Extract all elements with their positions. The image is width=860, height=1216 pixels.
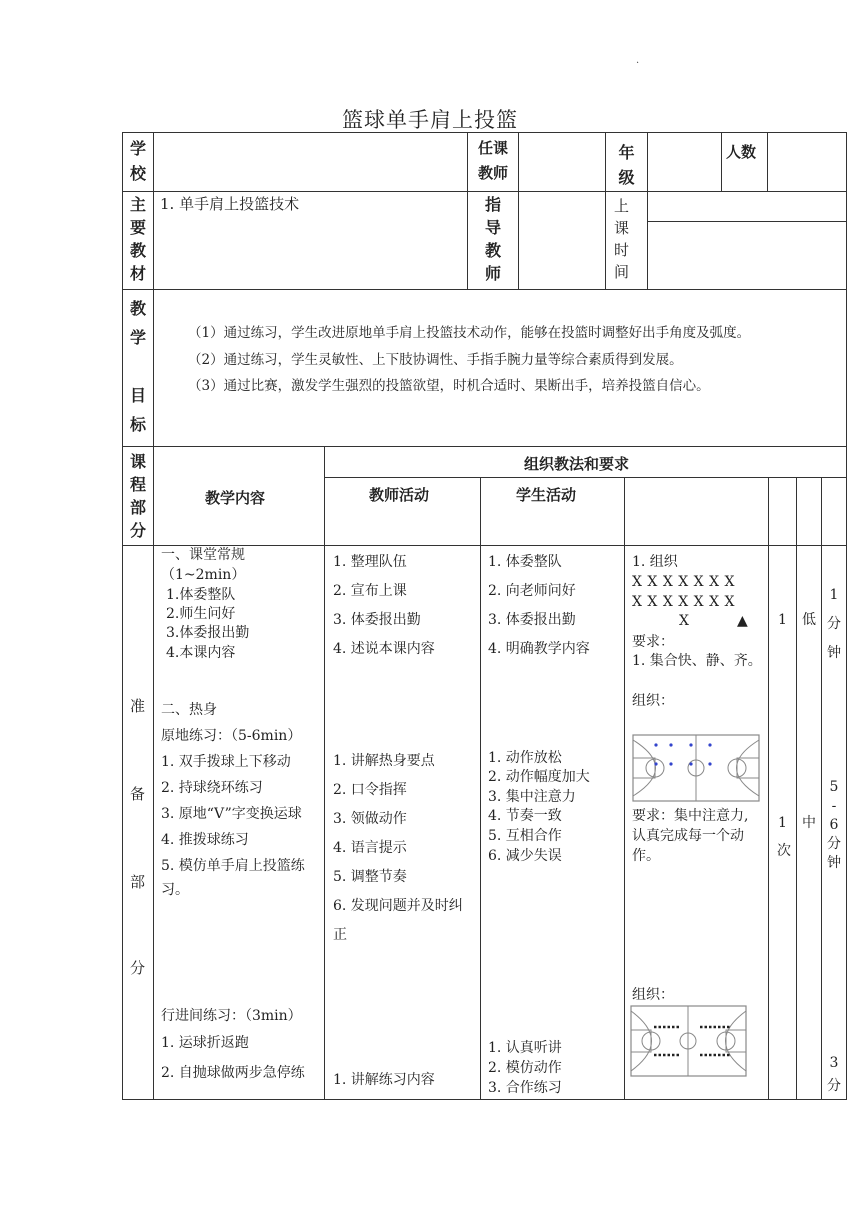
content-line: 3. 原地“V”字变换运球 bbox=[161, 806, 302, 822]
duration-warmup: 5 - 6 分 钟 bbox=[827, 779, 841, 871]
goal-item: （1）通过练习，学生改进原地单手肩上投篮技术动作，能够在投篮时调整好出手角度及弧度。 bbox=[188, 325, 751, 341]
content-line: 习。 bbox=[161, 882, 189, 898]
formation-row: X X X X X X X bbox=[632, 574, 735, 590]
goals-label: 教 学 目 标 bbox=[129, 299, 146, 434]
student-line: 2. 动作幅度加大 bbox=[488, 769, 590, 785]
content-line: 原地练习：（5-6min） bbox=[161, 728, 302, 744]
student-col-header: 学生活动 bbox=[516, 486, 577, 504]
org-line: 认真完成每一个动 bbox=[632, 828, 744, 844]
duration-routine: 1 分 钟 bbox=[827, 587, 841, 661]
section-name-char: 部 bbox=[130, 873, 146, 891]
times-value: 1 bbox=[778, 612, 787, 628]
org-line: 1. 集合快、静、齐。 bbox=[632, 653, 762, 669]
content-line: 4.本课内容 bbox=[166, 645, 236, 661]
section-name-char: 准 bbox=[130, 697, 146, 715]
teacher-col-header: 教师活动 bbox=[369, 486, 430, 504]
student-line: 1. 认真听讲 bbox=[488, 1040, 562, 1056]
content-line: 2. 持球绕环练习 bbox=[161, 780, 263, 796]
content-line: 2.师生问好 bbox=[166, 606, 236, 622]
teacher-line: 1. 整理队伍 bbox=[333, 554, 407, 570]
student-line: 3. 体委报出勤 bbox=[488, 612, 576, 628]
content-line: 行进间练习：（3min） bbox=[161, 1008, 302, 1024]
times-value: 次 bbox=[777, 843, 791, 859]
content-line: 二、热身 bbox=[161, 702, 217, 718]
content-line: （1~2min） bbox=[161, 567, 246, 583]
student-line: 1. 体委整队 bbox=[488, 554, 562, 570]
content-line: 2. 自抛球做两步急停练 bbox=[161, 1065, 305, 1081]
section-col-header: 课 程 部 分 bbox=[129, 452, 146, 540]
teacher-line: 2. 口令指挥 bbox=[333, 782, 407, 798]
student-line: 4. 节奏一致 bbox=[488, 808, 562, 824]
section-name-char: 备 bbox=[130, 785, 146, 803]
student-line: 2. 模仿动作 bbox=[488, 1060, 562, 1076]
material-label: 主 要 教 材 bbox=[129, 195, 146, 283]
guide-label: 指 导 教 师 bbox=[484, 195, 501, 283]
student-line: 6. 减少失误 bbox=[488, 848, 562, 864]
court-diagram-moving bbox=[630, 1005, 748, 1077]
count-label: 人数 bbox=[726, 143, 757, 161]
student-line: 2. 向老师问好 bbox=[488, 583, 576, 599]
teacher-line: 2. 宣布上课 bbox=[333, 583, 407, 599]
school-label: 学 校 bbox=[129, 139, 146, 183]
grade-label: 年 级 bbox=[618, 143, 635, 187]
times-value: 1 bbox=[778, 815, 787, 831]
content-col-header: 教学内容 bbox=[205, 489, 266, 507]
teacher-line: 6. 发现问题并及时纠 bbox=[333, 898, 463, 914]
content-line: 1. 运球折返跑 bbox=[161, 1035, 249, 1051]
teacher-line: 4. 述说本课内容 bbox=[333, 641, 435, 657]
formation-row: X X X X X X X bbox=[632, 594, 735, 610]
student-line: 5. 互相合作 bbox=[488, 828, 562, 844]
student-line: 3. 合作练习 bbox=[488, 1080, 562, 1096]
intensity-value: 中 bbox=[802, 815, 816, 831]
org-line: 组织： bbox=[632, 987, 674, 1003]
duration-moving: 3 分 bbox=[827, 1055, 841, 1094]
teacher-line: 3. 体委报出勤 bbox=[333, 612, 421, 628]
content-line: 5. 模仿单手肩上投篮练 bbox=[161, 858, 305, 874]
content-line: 一、课堂常规 bbox=[161, 547, 245, 563]
teacher-line: 1. 讲解热身要点 bbox=[333, 753, 435, 769]
teacher-line: 1. 讲解练习内容 bbox=[333, 1072, 435, 1088]
org-line: 1. 组织 bbox=[632, 554, 678, 570]
content-line: 1. 双手拨球上下移动 bbox=[161, 754, 291, 770]
org-line: 要求： bbox=[632, 634, 674, 650]
content-line: 1.体委整队 bbox=[166, 587, 236, 603]
page-title: 篮球单手肩上投篮 bbox=[342, 108, 518, 132]
goal-item: （2）通过练习，学生灵敏性、上下肢协调性、手指手腕力量等综合素质得到发展。 bbox=[188, 352, 683, 368]
student-line: 4. 明确教学内容 bbox=[488, 641, 590, 657]
student-line: 3. 集中注意力 bbox=[488, 789, 576, 805]
org-col-header: 组织教法和要求 bbox=[524, 455, 630, 473]
org-line: 组织： bbox=[632, 693, 674, 709]
material-text: 1. 单手肩上投篮技术 bbox=[160, 195, 300, 213]
page-mark: · bbox=[636, 58, 640, 69]
teacher-triangle-icon: ▲ bbox=[737, 613, 748, 629]
teacher-line: 5. 调整节奏 bbox=[333, 869, 407, 885]
goal-item: （3）通过比赛，激发学生强烈的投篮欲望，时机合适时、果断出手，培养投篮自信心。 bbox=[188, 378, 710, 394]
content-line: 3.体委报出勤 bbox=[166, 625, 250, 641]
teacher-line: 正 bbox=[333, 927, 347, 943]
org-line: 要求：集中注意力, bbox=[632, 808, 749, 824]
content-line: 4. 推拨球练习 bbox=[161, 832, 249, 848]
court-diagram-warmup bbox=[632, 734, 762, 802]
teacher-line: 3. 领做动作 bbox=[333, 811, 407, 827]
teacher-label: 任课 教师 bbox=[477, 139, 508, 182]
student-line: 1. 动作放松 bbox=[488, 750, 562, 766]
time-label: 上 课 时 间 bbox=[613, 197, 629, 281]
intensity-value: 低 bbox=[802, 612, 816, 628]
org-line: 作。 bbox=[632, 848, 660, 864]
teacher-line: 4. 语言提示 bbox=[333, 840, 407, 856]
section-name-char: 分 bbox=[130, 959, 146, 977]
formation-x: X bbox=[679, 613, 689, 629]
